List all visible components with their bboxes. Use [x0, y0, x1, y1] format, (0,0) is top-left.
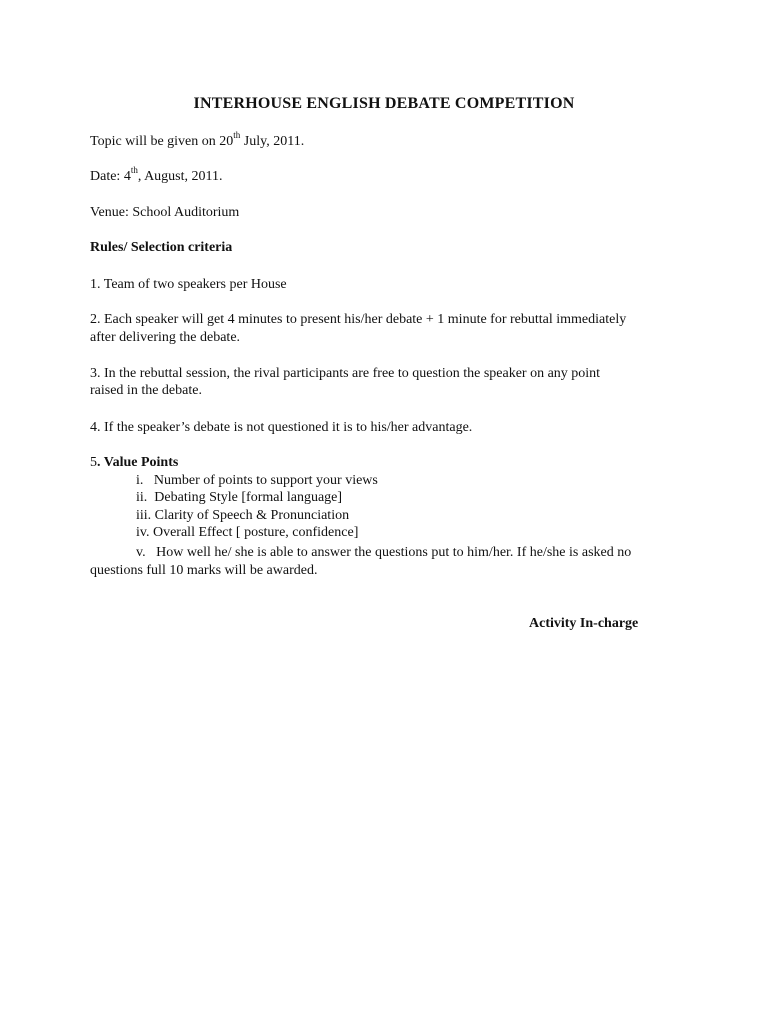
value-point-text: Debating Style [formal language]	[154, 490, 343, 505]
rule-4: 4. If the speaker’s debate is not questioned it is to his/her advantage.	[90, 420, 473, 435]
date-line	[90, 165, 223, 185]
date-superscript: th	[130, 165, 138, 176]
venue-line: Venue: School Auditorium	[90, 205, 240, 220]
value-point-item	[136, 544, 631, 561]
date-prefix: Date: 4	[90, 169, 131, 184]
rules-heading: Rules/ Selection criteria	[90, 240, 233, 255]
value-point-numeral: v.	[136, 545, 146, 560]
topic-suffix: July, 2011.	[240, 134, 305, 149]
rule-2-line-2: after delivering the debate.	[90, 330, 241, 345]
value-point-text: How well he/ she is able to answer the questions put to him/her. If he/she is asked no	[156, 545, 632, 560]
value-point-item	[136, 524, 358, 541]
value-point-numeral: iii.	[136, 508, 152, 523]
rule-2-line-1: 2. Each speaker will get 4 minutes to present his/her debate + 1 minute for rebuttal immediately	[90, 312, 627, 327]
value-points-continuation: questions full 10 marks will be awarded.	[90, 563, 318, 578]
value-point-numeral: i.	[136, 473, 144, 488]
signature-label: Activity In-charge	[529, 616, 639, 631]
value-point-numeral: ii.	[136, 490, 148, 505]
rule-3-line-1: 3. In the rebuttal session, the rival participants are free to question the speaker on any point	[90, 366, 601, 381]
value-point-item	[136, 472, 378, 489]
value-point-numeral: iv.	[136, 525, 150, 540]
value-point-text: Clarity of Speech & Pronunciation	[154, 508, 350, 523]
date-suffix: , August, 2011.	[137, 169, 223, 184]
value-points-heading: . Value Points	[97, 455, 179, 470]
value-points-number: 5	[90, 455, 97, 470]
value-points-heading-line	[90, 454, 178, 471]
topic-superscript: th	[233, 130, 241, 141]
value-point-text: Overall Effect [ posture, confidence]	[152, 525, 359, 540]
topic-prefix: Topic will be given on 20	[90, 134, 234, 149]
rule-3-line-2: raised in the debate.	[90, 383, 202, 398]
value-point-item	[136, 489, 342, 506]
value-point-item	[136, 507, 349, 524]
rule-1: 1. Team of two speakers per House	[90, 277, 287, 292]
document-title: INTERHOUSE ENGLISH DEBATE COMPETITION	[193, 95, 575, 112]
value-point-text: Number of points to support your views	[153, 473, 378, 488]
topic-line	[90, 130, 305, 150]
